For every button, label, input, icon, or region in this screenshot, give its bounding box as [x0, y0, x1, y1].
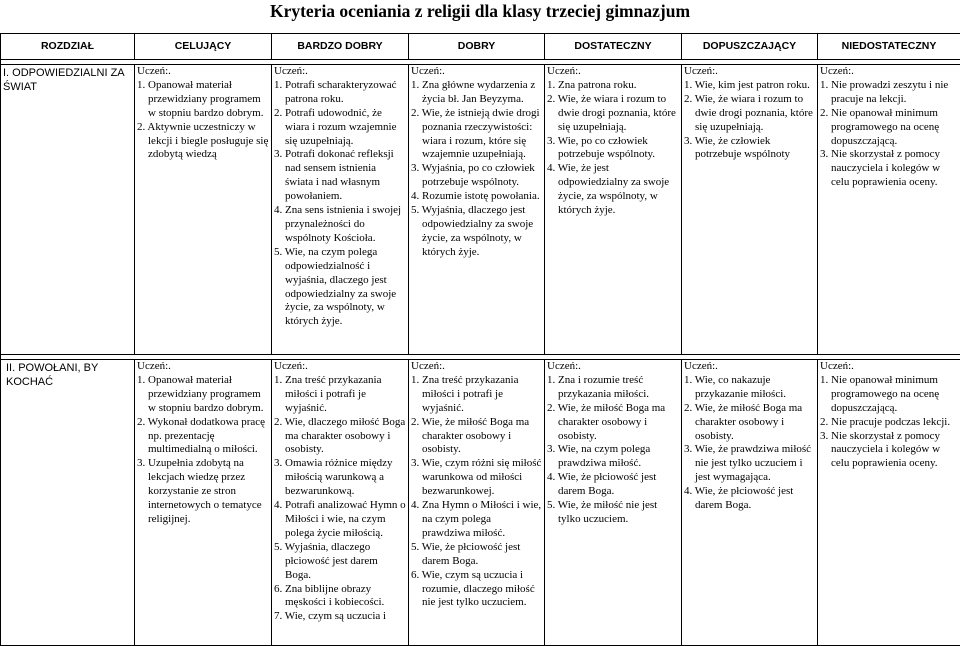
- criteria-item: 3. Nie skorzystał z pomocy nauczyciela i kolegów w celu poprawienia oceny.: [820, 148, 958, 190]
- header-dostateczny: DOSTATECZNY: [545, 34, 682, 60]
- criteria-item: 1. Wie, co nakazuje przykazanie miłości.: [684, 374, 815, 402]
- criteria-item: 2. Wie, że wiara i rozum to dwie drogi poznania, które się uzupełniają.: [684, 93, 815, 135]
- criteria-item: 4. Potrafi analizować Hymn o Miłości i wie, na czym polega życie miłością.: [274, 499, 406, 541]
- student-label: Uczeń:.: [684, 360, 815, 374]
- criteria-item: 4. Zna sens istnienia i swojej przynależności do wspólnoty Kościoła.: [274, 204, 406, 246]
- criteria-list: [411, 79, 542, 260]
- table-body: [1, 65, 960, 646]
- student-label: Uczeń:.: [547, 360, 679, 374]
- header-dopuszczajacy: DOPUSZCZAJĄCY: [682, 34, 818, 60]
- grade-cell-dopuszczajacy: [682, 65, 818, 355]
- criteria-table: [0, 33, 960, 646]
- document-title: Kryteria oceniania z religii dla klasy trzeciej gimnazjum: [0, 0, 960, 28]
- student-label: Uczeń:.: [684, 65, 815, 79]
- header-rozdzial: ROZDZIAŁ: [1, 34, 135, 60]
- criteria-item: 2. Wykonał dodatkowa pracę np. prezentację multimedialną o miłości.: [137, 416, 269, 458]
- criteria-item: 3. Wie, po co człowiek potrzebuje wspólnoty.: [547, 135, 679, 163]
- student-label: Uczeń:.: [547, 65, 679, 79]
- criteria-item: 2. Wie, że miłość Boga ma charakter osobowy i osobisty.: [684, 402, 815, 444]
- criteria-item: 1. Zna główne wydarzenia z życia bł. Jan Beyzyma.: [411, 79, 542, 107]
- criteria-item: 2. Wie, że wiara i rozum to dwie drogi poznania, które się uzupełniają.: [547, 93, 679, 135]
- criteria-list: [137, 374, 269, 527]
- grade-cell-dostateczny: [545, 65, 682, 355]
- student-label: Uczeń:.: [820, 360, 958, 374]
- criteria-item: 1. Zna treść przykazania miłości i potrafi je wyjaśnić.: [411, 374, 542, 416]
- criteria-item: 3. Wie, na czym polega prawdziwa miłość.: [547, 443, 679, 471]
- criteria-item: 3. Wie, czym różni się miłość warunkowa od miłości bezwarunkowej.: [411, 457, 542, 499]
- section-row: [1, 360, 960, 646]
- header-row: [1, 34, 960, 60]
- criteria-item: 3. Wyjaśnia, po co człowiek potrzebuje wspólnoty.: [411, 162, 542, 190]
- criteria-item: 1. Potrafi scharakteryzować patrona roku.: [274, 79, 406, 107]
- criteria-item: 1. Nie opanował minimum programowego na ocenę dopuszczającą.: [820, 374, 958, 416]
- grade-cell-dobry: [409, 360, 545, 646]
- criteria-item: 6. Zna biblijne obrazy męskości i kobiecości.: [274, 583, 406, 611]
- criteria-list: [547, 79, 679, 218]
- criteria-item: 5. Wie, że miłość nie jest tylko uczuciem.: [547, 499, 679, 527]
- criteria-item: 6. Wie, czym są uczucia i rozumie, dlaczego miłość nie jest tylko uczuciem.: [411, 569, 542, 611]
- student-label: Uczeń:.: [274, 65, 406, 79]
- criteria-item: 5. Wyjaśnia, dlaczego jest odpowiedzialny za swoje życie, za wspólnoty, w których żyje.: [411, 204, 542, 260]
- criteria-item: 1. Wie, kim jest patron roku.: [684, 79, 815, 93]
- criteria-list: [547, 374, 679, 527]
- criteria-item: 2. Nie opanował minimum programowego na ocenę dopuszczającą.: [820, 107, 958, 149]
- header-niedostateczny: NIEDOSTATECZNY: [818, 34, 960, 60]
- criteria-list: [274, 79, 406, 329]
- criteria-list: [684, 79, 815, 162]
- criteria-item: 3. Wie, że prawdziwa miłość nie jest tylko uczuciem i jest wymagająca.: [684, 443, 815, 485]
- criteria-item: 3. Wie, że człowiek potrzebuje wspólnoty: [684, 135, 815, 163]
- section-name: II. POWOŁANI, BY KOCHAĆ: [1, 360, 135, 646]
- criteria-item: 5. Wie, na czym polega odpowiedzialność i wyjaśnia, dlaczego jest odpowiedzialny za swoje życie, za wspólnoty, w których żyje.: [274, 246, 406, 329]
- criteria-list: [137, 79, 269, 162]
- section-name: I. ODPOWIEDZIALNI ZA ŚWIAT: [1, 65, 135, 355]
- student-label: Uczeń:.: [411, 65, 542, 79]
- grade-cell-niedostateczny: [818, 65, 960, 355]
- criteria-item: 4. Wie, że jest odpowiedzialny za swoje życie, za wspólnoty, w których żyje.: [547, 162, 679, 218]
- student-label: Uczeń:.: [820, 65, 958, 79]
- criteria-item: 1. Opanował materiał przewidziany programem w stopniu bardzo dobrym.: [137, 374, 269, 416]
- criteria-item: 4. Wie, że płciowość jest darem Boga.: [684, 485, 815, 513]
- criteria-list: [820, 79, 958, 190]
- criteria-item: 2. Nie pracuje podczas lekcji.: [820, 416, 958, 430]
- criteria-item: 1. Opanował materiał przewidziany programem w stopniu bardzo dobrym.: [137, 79, 269, 121]
- criteria-item: 1. Zna patrona roku.: [547, 79, 679, 93]
- criteria-list: [820, 374, 958, 471]
- criteria-item: 4. Wie, że płciowość jest darem Boga.: [547, 471, 679, 499]
- criteria-item: 3. Uzupełnia zdobytą na lekcjach wiedzę przez korzystanie ze stron internetowych o tematyce religijnej.: [137, 457, 269, 527]
- grade-cell-celujacy: [135, 360, 272, 646]
- criteria-item: 7. Wie, czym są uczucia i: [274, 610, 406, 624]
- criteria-item: 3. Nie skorzystał z pomocy nauczyciela i kolegów w celu poprawienia oceny.: [820, 430, 958, 472]
- criteria-item: 2. Potrafi udowodnić, że wiara i rozum wzajemnie się uzupełniają.: [274, 107, 406, 149]
- criteria-item: 2. Wie, dlaczego miłość Boga ma charakter osobowy i osobisty.: [274, 416, 406, 458]
- grade-cell-dobry: [409, 65, 545, 355]
- header-bardzo-dobry: BARDZO DOBRY: [272, 34, 409, 60]
- criteria-list: [684, 374, 815, 513]
- grade-cell-bardzo-dobry: [272, 65, 409, 355]
- criteria-item: 5. Wyjaśnia, dlaczego płciowość jest darem Boga.: [274, 541, 406, 583]
- criteria-item: 1. Nie prowadzi zeszytu i nie pracuje na lekcji.: [820, 79, 958, 107]
- criteria-item: 1. Zna i rozumie treść przykazania miłości.: [547, 374, 679, 402]
- criteria-item: 4. Zna Hymn o Miłości i wie, na czym polega prawdziwa miłość.: [411, 499, 542, 541]
- criteria-list: [274, 374, 406, 624]
- criteria-item: 3. Potrafi dokonać refleksji nad sensem istnienia świata i nad własnym powołaniem.: [274, 148, 406, 204]
- student-label: Uczeń:.: [137, 65, 269, 79]
- student-label: Uczeń:.: [137, 360, 269, 374]
- header-dobry: DOBRY: [409, 34, 545, 60]
- grade-cell-niedostateczny: [818, 360, 960, 646]
- criteria-item: 2. Wie, że miłość Boga ma charakter osobowy i osobisty.: [411, 416, 542, 458]
- header-celujacy: CELUJĄCY: [135, 34, 272, 60]
- criteria-item: 2. Wie, że istnieją dwie drogi poznania rzeczywistości: wiara i rozum, które się wzajemnie uzupełniają.: [411, 107, 542, 163]
- criteria-item: 2. Aktywnie uczestniczy w lekcji i biegle posługuje się zdobytą wiedzą: [137, 121, 269, 163]
- criteria-item: 2. Wie, że miłość Boga ma charakter osobowy i osobisty.: [547, 402, 679, 444]
- grade-cell-celujacy: [135, 65, 272, 355]
- criteria-item: 5. Wie, że płciowość jest darem Boga.: [411, 541, 542, 569]
- student-label: Uczeń:.: [274, 360, 406, 374]
- criteria-item: 1. Zna treść przykazania miłości i potrafi je wyjaśnić.: [274, 374, 406, 416]
- criteria-item: 3. Omawia różnice między miłością warunkową a bezwarunkową.: [274, 457, 406, 499]
- grade-cell-bardzo-dobry: [272, 360, 409, 646]
- student-label: Uczeń:.: [411, 360, 542, 374]
- criteria-list: [411, 374, 542, 610]
- grade-cell-dopuszczajacy: [682, 360, 818, 646]
- section-row: [1, 65, 960, 355]
- grade-cell-dostateczny: [545, 360, 682, 646]
- criteria-item: 4. Rozumie istotę powołania.: [411, 190, 542, 204]
